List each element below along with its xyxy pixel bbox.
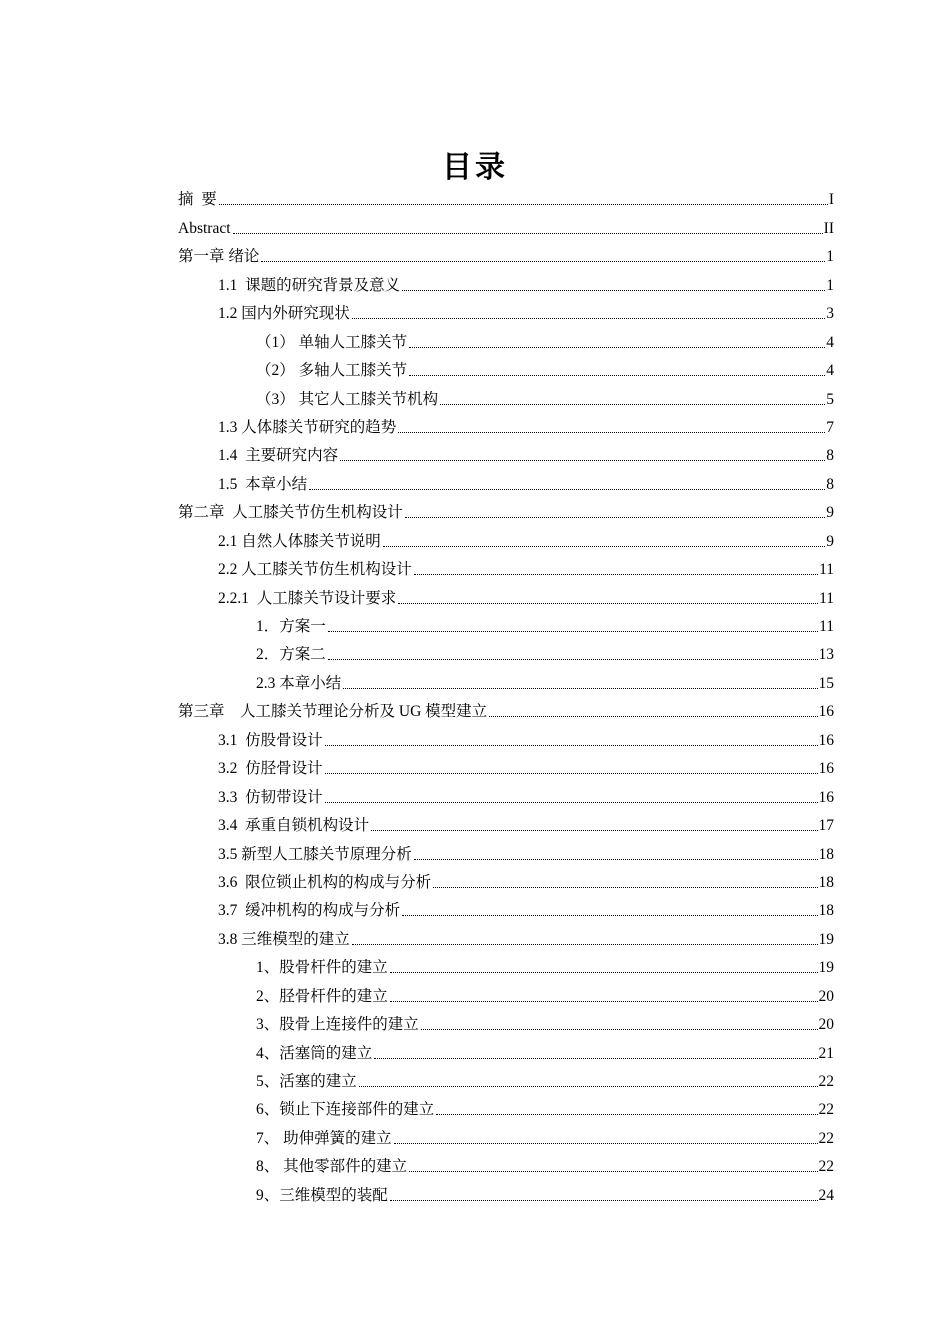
toc-page-number: 9 [826,532,834,550]
toc-leader-dots [325,802,818,803]
toc-leader-dots [359,1086,818,1087]
toc-entry-label: 1．方案一 [256,618,326,635]
toc-entry[interactable] [178,468,834,496]
toc-leader-dots [219,204,828,205]
toc-entry-label: 3.5 新型人工膝关节原理分析 [218,845,412,863]
toc-entry-label: 第三章 人工膝关节理论分析及 UG 模型建立 [178,703,488,721]
toc-entry-label: 8、 其他零部件的建立 [256,1158,408,1176]
toc-entry-label: Abstract [178,219,231,237]
toc-entry-label: （1） 单轴人工膝关节 [256,333,408,351]
toc-leader-dots [398,603,818,604]
toc-entry[interactable] [178,497,834,525]
toc-page-number: 11 [819,589,834,607]
toc-entry-label: （3） 其它人工膝关节机构 [256,390,439,408]
toc-entry[interactable] [178,298,834,326]
toc-entry[interactable] [178,1037,834,1065]
toc-leader-dots [402,290,825,291]
toc-entry[interactable] [178,952,834,980]
toc-page-number: 3 [826,305,834,323]
toc-leader-dots [398,432,825,433]
toc-entry-label: 3.8 三维模型的建立 [218,930,350,948]
toc-entry[interactable] [178,582,834,610]
toc-page-number: 20 [818,987,834,1005]
toc-page-number: 24 [818,1186,834,1204]
toc-leader-dots [340,460,825,461]
toc-entry-label: 3.7 缓冲机构的构成与分析 [218,902,401,920]
toc-page-number: 4 [826,333,834,351]
toc-entry[interactable] [178,895,834,923]
toc-entry[interactable] [178,241,834,269]
toc-page-number: 16 [818,703,834,721]
toc-leader-dots [352,318,825,319]
toc-entry-label: 7、 助伸弹簧的建立 [256,1129,392,1147]
toc-entry-label: 2.3 本章小结 [256,674,342,692]
toc-page-number: 18 [818,902,834,920]
toc-leader-dots [328,659,818,660]
toc-page-number: 8 [826,475,834,493]
toc-entry[interactable] [178,1094,834,1122]
toc-page-number: I [828,191,834,209]
toc-page-number: 1 [826,248,834,266]
toc-leader-dots [440,404,825,405]
toc-entry-label: 3.2 仿胫骨设计 [218,760,323,778]
toc-entry-label: 摘 要 [178,191,217,209]
toc-entry[interactable] [178,1179,834,1207]
toc-page-number: 5 [826,390,834,408]
toc-leader-dots [343,688,817,689]
toc-leader-dots [414,574,818,575]
toc-entry[interactable] [178,980,834,1008]
toc-entry[interactable] [178,838,834,866]
toc-page-number: 22 [818,1073,834,1090]
toc-leader-dots [233,233,823,234]
toc-entry[interactable] [178,810,834,838]
toc-entry-label: 3、股骨上连接件的建立 [256,1016,419,1034]
toc-leader-dots [421,1029,818,1030]
toc-entry[interactable] [178,1151,834,1179]
toc-entry-label: （2） 多轴人工膝关节 [256,362,408,380]
toc-entry[interactable] [178,412,834,440]
toc-entry-label: 2、胫骨杆件的建立 [256,987,388,1005]
toc-leader-dots [390,1200,818,1201]
toc-leader-dots [394,1143,818,1144]
toc-leader-dots [371,830,817,831]
toc-entry[interactable] [178,667,834,695]
toc-leader-dots [405,517,825,518]
toc-entry-label: 3.3 仿韧带设计 [218,788,323,806]
toc-entry[interactable] [178,212,834,240]
toc-list [178,184,834,1208]
toc-leader-dots [352,944,818,945]
toc-entry[interactable] [178,611,834,639]
toc-page-number: 1 [826,276,834,294]
toc-leader-dots [328,631,818,632]
toc-entry-label: 3.1 仿股骨设计 [218,731,323,749]
toc-page-number: 20 [818,1016,834,1034]
toc-entry-label: 第二章 人工膝关节仿生机构设计 [178,504,403,522]
toc-entry[interactable] [178,1066,834,1094]
toc-entry[interactable] [178,1009,834,1037]
toc-entry[interactable] [178,383,834,411]
toc-leader-dots [402,915,817,916]
toc-entry-label: 1、股骨杆件的建立 [256,959,388,977]
toc-entry-label: 2.2.1 人工膝关节设计要求 [218,589,397,607]
toc-page-number: 22 [818,1101,834,1119]
toc-entry-label: 第一章 绪论 [178,248,260,266]
toc-entry-label: 1.2 国内外研究现状 [218,305,350,323]
toc-entry[interactable] [178,554,834,582]
toc-entry[interactable] [178,781,834,809]
toc-page-number: 11 [819,618,834,635]
toc-page-number: 19 [818,959,834,977]
toc-entry[interactable] [178,326,834,354]
toc-page-number: 16 [818,731,834,749]
toc-leader-dots [325,773,818,774]
toc-leader-dots [390,972,818,973]
toc-entry-label: 4、活塞筒的建立 [256,1044,373,1062]
toc-entry[interactable] [178,753,834,781]
toc-page-number: 22 [818,1158,834,1176]
toc-leader-dots [433,887,817,888]
toc-leader-dots [414,859,818,860]
toc-entry-label: 1.3 人体膝关节研究的趋势 [218,418,397,436]
toc-leader-dots [325,745,818,746]
toc-leader-dots [436,1114,817,1115]
toc-entry-label: 1.4 主要研究内容 [218,447,339,465]
toc-page-number: 4 [826,362,834,380]
toc-leader-dots [409,375,825,376]
toc-page-number: 18 [818,845,834,863]
toc-leader-dots [383,546,825,547]
toc-entry-label: 2.2 人工膝关节仿生机构设计 [218,561,412,579]
toc-entry[interactable] [178,184,834,212]
toc-page-number: 13 [818,646,834,664]
toc-entry[interactable] [178,1122,834,1150]
toc-entry[interactable] [178,724,834,752]
toc-entry-label: 3.6 限位锁止机构的构成与分析 [218,873,432,891]
toc-entry-label: 5、活塞的建立 [256,1073,357,1090]
toc-entry[interactable] [178,639,834,667]
toc-leader-dots [390,1001,818,1002]
toc-entry[interactable] [178,440,834,468]
toc-entry-label: 9、三维模型的装配 [256,1186,388,1204]
toc-entry-label: 2.1 自然人体膝关节说明 [218,532,381,550]
toc-page-number: 7 [826,418,834,436]
toc-entry[interactable] [178,867,834,895]
toc-leader-dots [409,1171,817,1172]
toc-entry[interactable] [178,355,834,383]
toc-entry-label: 1.1 课题的研究背景及意义 [218,276,401,294]
toc-leader-dots [309,489,825,490]
toc-entry-label: 2．方案二 [256,646,326,664]
toc-leader-dots [261,261,825,262]
toc-page-number: 11 [819,561,834,579]
toc-entry[interactable] [178,269,834,297]
toc-page-number: 22 [818,1129,834,1147]
toc-entry[interactable] [178,525,834,553]
toc-page-number: 9 [826,504,834,522]
toc-page-number: II [823,219,834,237]
toc-entry-label: 6、锁止下连接部件的建立 [256,1101,435,1119]
toc-page-number: 19 [818,930,834,948]
toc-page-number: 18 [818,873,834,891]
toc-entry[interactable] [178,696,834,724]
toc-page-number: 16 [818,760,834,778]
toc-entry-label: 3.4 承重自锁机构设计 [218,817,370,835]
toc-entry[interactable] [178,923,834,951]
toc-leader-dots [374,1058,817,1059]
toc-leader-dots [409,347,825,348]
toc-page-number: 16 [818,788,834,806]
toc-page-number: 21 [818,1044,834,1062]
toc-page-number: 8 [826,447,834,465]
toc-leader-dots [489,716,817,717]
toc-page-number: 17 [818,817,834,835]
toc-entry-label: 1.5 本章小结 [218,475,308,493]
page-title: 目录 [442,151,508,184]
toc-page-number: 15 [818,674,834,692]
